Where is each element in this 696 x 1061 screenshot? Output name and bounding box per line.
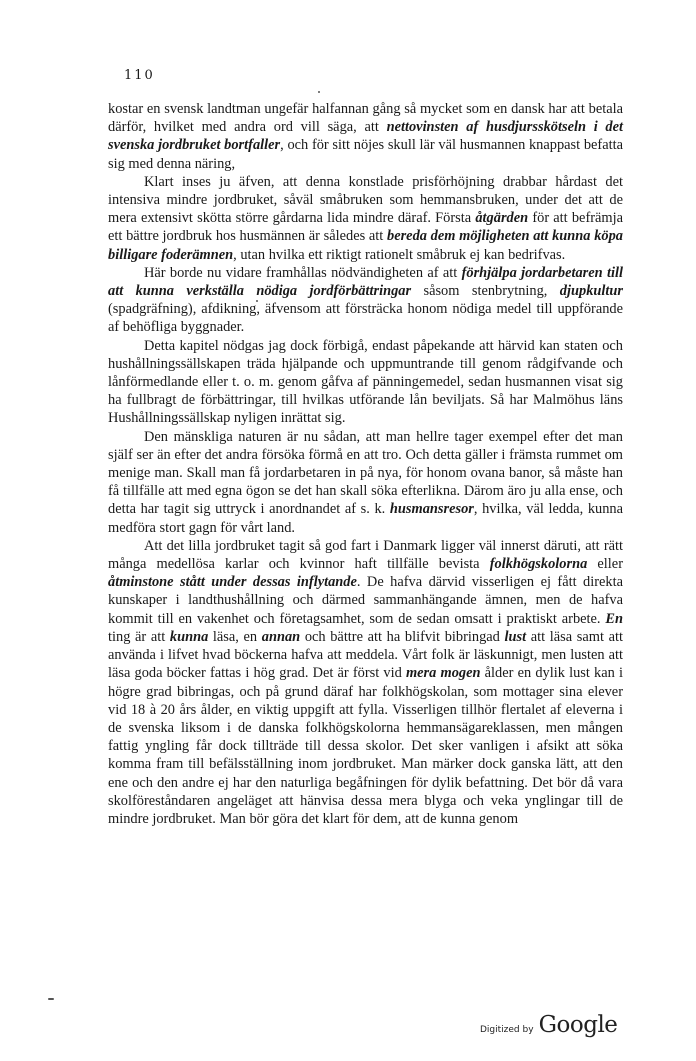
text-run: (spadgräfning), afdikning, äfvensom att försträcka honom nödiga medel till uppförande af behöfliga byggnader. (108, 301, 623, 336)
page-number: 110 (124, 68, 155, 83)
body-text (108, 100, 623, 828)
text-run: , utan hvilka ett riktigt rationelt småbruk ej kan bedrifvas. (233, 246, 566, 263)
emphasized-text: folkhögskolorna (489, 556, 588, 573)
emphasized-text: bereda dem möjligheten att kunna köpa billigare foderämnen (108, 228, 623, 263)
text-run: Här borde nu vidare framhållas nödvändigheten af att (144, 264, 462, 281)
text-run: att läsa samt att använda i lifvet hvad böckerna hafva att meddela. Vårt folk är läskunnigt, men lusten att läsa goda böcker fattas i hög grad. Det är först vid (108, 628, 623, 682)
text-run: eller (587, 556, 623, 573)
google-logo: Google (538, 1012, 618, 1038)
emphasized-text: djupkultur (559, 283, 623, 300)
text-run: ting är att (108, 628, 170, 645)
text-run: , hvilka, väl ledda, kunna medföra stort gagn för vårt land. (108, 501, 623, 536)
ink-speck (318, 91, 320, 93)
text-run: Klart inses ju äfven, att denna konstlade prisförhöjning drabbar hårdast det intensiva mindre jordbruket, såväl småbruken som hemmansbruken, under det att de mera extensivt skötta större gårdarna lida mindre däraf. Första (108, 173, 623, 227)
text-run: ålder en dylik lust kan i högre grad bibringas, och på grund däraf har folkhögskolan, som mottager sina elever vid 18 à 20 års ålder, en viktig uppgift att fylla. Visserligen tillhör flertalet af eleverna i de svenska liksom i de danska folkhögskolorna hemmansägareklassen, men mången fattig yngling får dock tillträde till dessa skolor. Det sker vanligen i afsikt att söka komma fram till befälsställning inom jordbruket. Man märker dock ganska lätt, att den ene och den andre ej har den naturliga begåfningen för dylik befattning. Det bör då vara skolföreståndaren angeläget att hänvisa dessa mera blyga och veka ynglingar till de mindre jordbruket. Man bör göra det klart för dem, att de kunna genom (108, 665, 623, 827)
digitized-by-google-watermark (480, 1012, 617, 1038)
text-run: Detta kapitel nödgas jag dock förbigå, endast påpekande att härvid kan staten och hushållningssällskapen träda hjälpande och uppmuntrande till genom rådgifvande och lånförmedlande eller t. o. m. genom gåfva af pänningemedel, sedan husmannen visat sig ha fullbragt de förbättringar, till hvilkas utförande lån beviljats. Så har Malmöhus läns Hushållningssällskap nyligen inrättat sig. (108, 337, 623, 427)
paragraph (108, 173, 623, 264)
emphasized-text: kunna (169, 628, 209, 645)
paragraph (108, 100, 623, 173)
emphasized-text: lust (504, 628, 527, 645)
emphasized-text: annan (261, 628, 301, 645)
emphasized-text: nettovinsten af husdjursskötseln i det svenska jordbruket bortfaller (108, 119, 623, 154)
text-run: , och för sitt nöjes skull lär väl husmannen knappast befatta sig med denna näring, (108, 137, 623, 172)
emphasized-text: mera mogen (405, 665, 481, 682)
paragraph (108, 537, 623, 828)
paragraph (108, 337, 623, 428)
emphasized-text: förhjälpa jordarbetaren till att kunna verkställa nödiga jordförbättringar (108, 264, 623, 300)
paragraph (108, 264, 623, 337)
text-run: för att befrämja ett bättre jordbruk hos husmännen är således att (108, 210, 623, 245)
watermark-prefix: Digitized by (480, 1025, 534, 1035)
text-run: och bättre att ha blifvit bibringad (300, 628, 505, 645)
emphasized-text: åtminstone stått under dessas inflytande (108, 574, 357, 591)
text-run: Att det lilla jordbruket tagit så god fart i Danmark ligger väl innerst däruti, att rätt många medellösa karlar och kvinnor haft tillfälle bevista (108, 537, 623, 573)
text-run: läsa, en (208, 628, 262, 645)
text-run: . De hafva därvid visserligen ej fått direkta kunskaper i landthushållning och därmed sammanhängande ämnen, men de hafva kommit till en vakenhet och företagsamhet, som de sedan omsatt i praktiskt arbete. (108, 574, 623, 627)
text-run: Den mänskliga naturen är nu sådan, att man hellre tager exempel efter det man själf ser än efter det andra försöka förmå en att tro. Och detta gäller i främsta rummet om menige man. Skall man få jordarbetaren in på nya, för honom ovana banor, så måste han få tillfälle att med egna ögon se det han skall söka efterlikna. Därom äro ju alla ense, och detta har tagit sig uttryck i anordnandet af s. k. (108, 428, 623, 518)
text-run: såsom stenbrytning, (411, 283, 560, 300)
paragraph (108, 428, 623, 537)
emphasized-text: husmansresor (389, 501, 474, 518)
emphasized-text: åtgärden (475, 210, 529, 227)
emphasized-text: En (605, 610, 623, 627)
ink-speck (48, 998, 54, 1000)
text-run: kostar en svensk landtman ungefär halfannan gång så mycket som en dansk har att betala därför, hvilket med andra ord vill säga, att (108, 101, 623, 136)
